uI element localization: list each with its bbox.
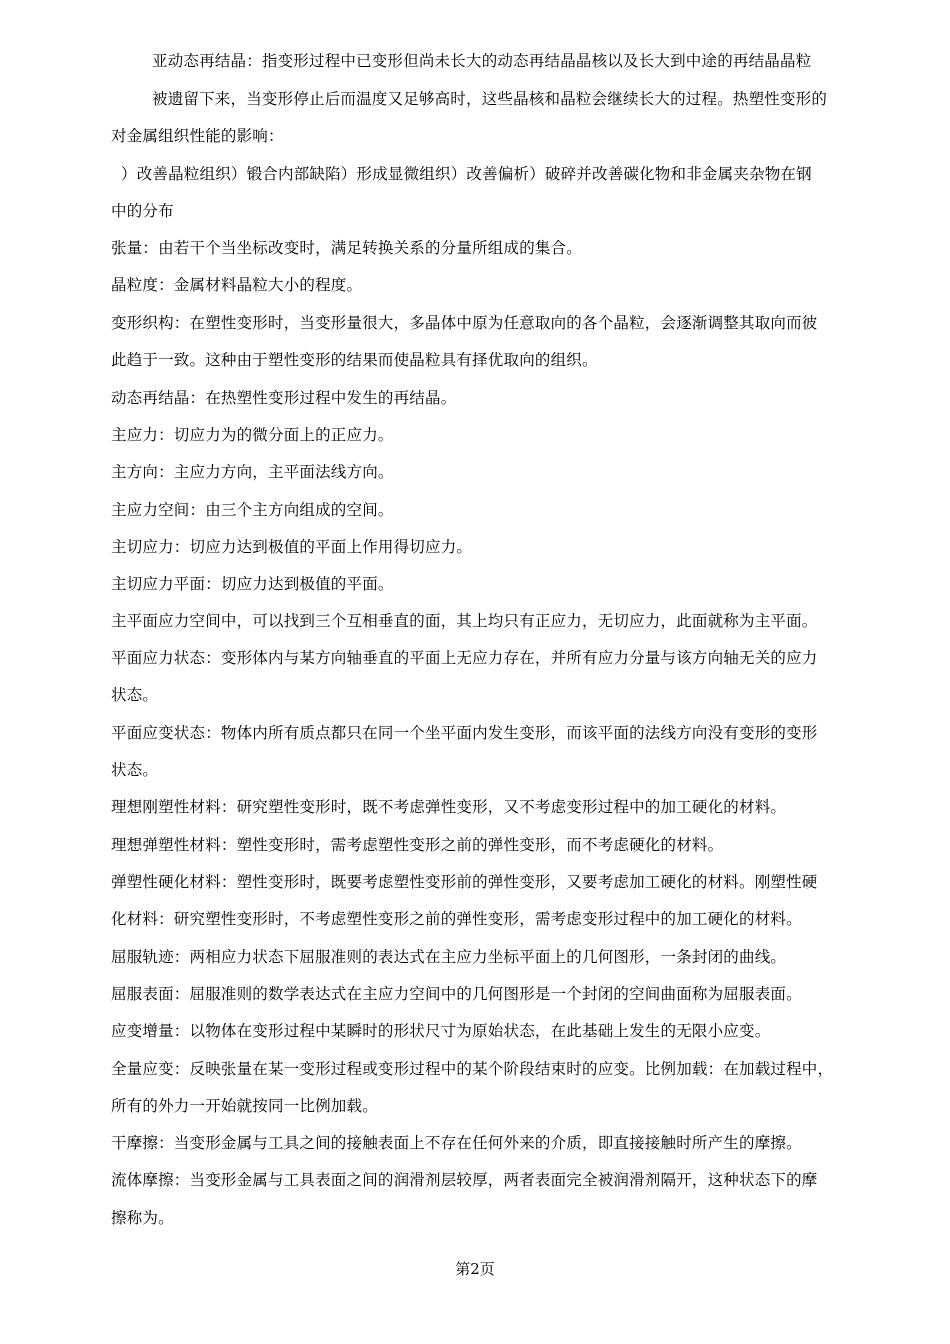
paragraph-line: 主切应力：切应力达到极值的平面上作用得切应力。 [111,538,473,556]
paragraph-line: 状态。 [111,761,159,779]
paragraph-line: 屈服表面：屈服准则的数学表达式在主应力空间中的几何图形是一个封闭的空间曲面称为屈服表面。 [111,985,802,1003]
paragraph-line: 屈服轨迹：两相应力状态下屈服准则的表达式在主应力坐标平面上的几何图形，一条封闭的曲线。 [111,948,787,966]
paragraph-line: 平面应变状态：物体内所有质点都只在同一个坐平面内发生变形，而该平面的法线方向没有变形的变形 [111,724,818,742]
paragraph-line: 动态再结晶：在热塑性变形过程中发生的再结晶。 [111,389,457,407]
paragraph-line: ）改善晶粒组织）锻合内部缺陷）形成显微组织）改善偏析）破碎并改善碳化物和非金属夹杂物在钢 [121,165,812,183]
paragraph-line: 化材料：研究塑性变形时，不考虑塑性变形之前的弹性变形，需考虑变形过程中的加工硬化的材料。 [111,910,802,928]
paragraph-line: 应变增量：以物体在变形过程中某瞬时的形状尺寸为原始状态，在此基础上发生的无限小应变。 [111,1022,771,1040]
paragraph-line: 中的分布 [111,202,174,220]
paragraph-line: 主应力：切应力为的微分面上的正应力。 [111,426,394,444]
paragraph-line: 干摩擦：当变形金属与工具之间的接触表面上不存在任何外来的介质，即直接接触时所产生的摩擦。 [111,1134,802,1152]
page-number: 第2页 [455,1260,495,1278]
paragraph-line: 张量：由若干个当坐标改变时，满足转换关系的分量所组成的集合。 [111,239,583,257]
paragraph-line: 变形织构：在塑性变形时，当变形量很大，多晶体中原为任意取向的各个晶粒，会逐渐调整其取向而彼 [111,314,818,332]
paragraph-line: 理想弹塑性材料：塑性变形时，需考虑塑性变形之前的弹性变形，而不考虑硬化的材料。 [111,836,724,854]
paragraph-line: 对金属组织性能的影响： [111,127,284,145]
paragraph-line: 亚动态再结晶：指变形过程中已变形但尚未长大的动态再结晶晶核以及长大到中途的再结晶晶粒 [152,52,812,70]
paragraph-line: 被遗留下来，当变形停止后而温度又足够高时，这些晶核和晶粒会继续长大的过程。热塑性变形的 [152,90,828,108]
paragraph-line: 主切应力平面：切应力达到极值的平面。 [111,575,394,593]
paragraph-line: 所有的外力一开始就按同一比例加载。 [111,1097,378,1115]
paragraph-line: 擦称为。 [111,1209,174,1227]
paragraph-line: 主方向：主应力方向，主平面法线方向。 [111,463,394,481]
paragraph-line: 理想刚塑性材料：研究塑性变形时，既不考虑弹性变形，又不考虑变形过程中的加工硬化的材料。 [111,798,787,816]
paragraph-line: 流体摩擦：当变形金属与工具表面之间的润滑剂层较厚，两者表面完全被润滑剂隔开，这种状态下的摩 [111,1171,818,1189]
paragraph-line: 晶粒度：金属材料晶粒大小的程度。 [111,276,363,294]
paragraph-line: 主平面应力空间中，可以找到三个互相垂直的面，其上均只有正应力，无切应力，此面就称为主平面。 [111,612,818,630]
paragraph-line: 全量应变：反映张量在某一变形过程或变形过程中的某个阶段结束时的应变。比例加载：在加载过程中， [111,1060,834,1078]
paragraph-line: 状态。 [111,686,159,704]
paragraph-line: 此趋于一致。这种由于塑性变形的结果而使晶粒具有择优取向的组织。 [111,351,598,369]
paragraph-line: 平面应力状态：变形体内与某方向轴垂直的平面上无应力存在，并所有应力分量与该方向轴无关的应力 [111,649,818,667]
paragraph-line: 主应力空间：由三个主方向组成的空间。 [111,501,394,519]
paragraph-line: 弹塑性硬化材料：塑性变形时，既要考虑塑性变形前的弹性变形，又要考虑加工硬化的材料。刚塑性硬 [111,873,818,891]
